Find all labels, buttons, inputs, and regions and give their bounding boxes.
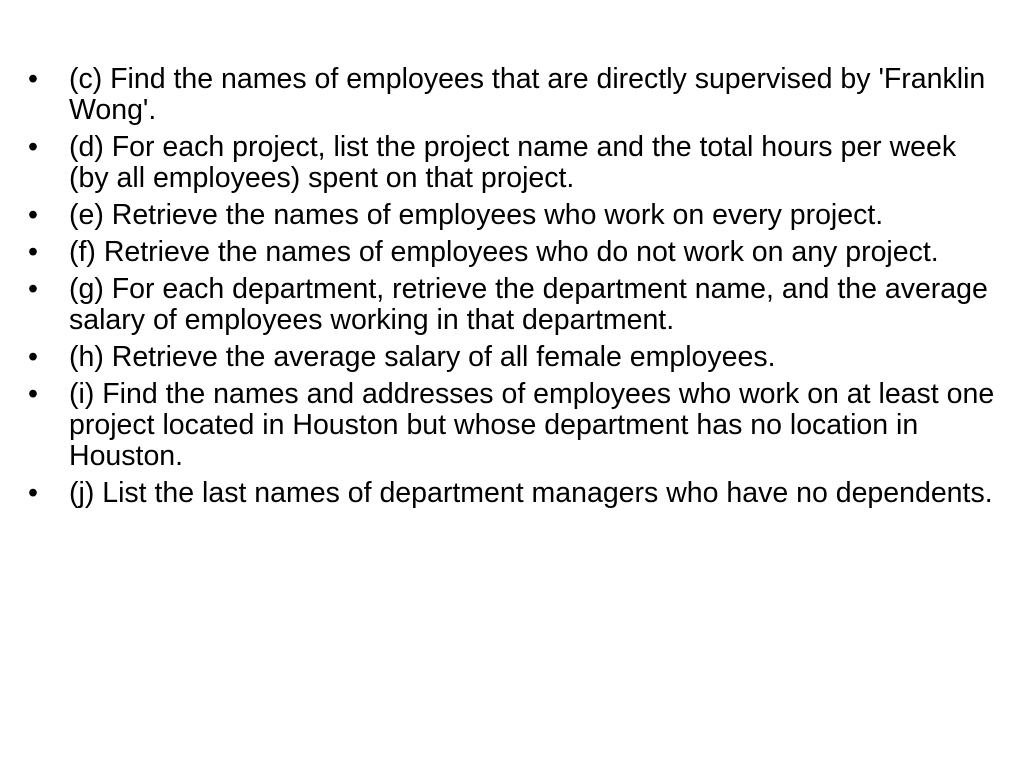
bullet-item-f xyxy=(28,237,998,268)
bullet-dot-icon: • xyxy=(28,199,38,231)
bullet-text: (h) Retrieve the average salary of all female employees. xyxy=(69,341,776,373)
bullet-text: (g) For each department, retrieve the department name, and the average salary of employees working in that department. xyxy=(69,273,988,336)
bullet-item-c xyxy=(28,64,998,126)
bullet-text: (e) Retrieve the names of employees who work on every project. xyxy=(69,199,884,231)
bullet-text: (d) For each project, list the project name and the total hours per week (by all employees) spent on that project. xyxy=(69,131,957,194)
bullet-dot-icon: • xyxy=(28,378,38,410)
bullet-dot-icon: • xyxy=(28,236,38,268)
bullet-item-d xyxy=(28,132,998,194)
bullet-text: (c) Find the names of employees that are directly supervised by 'Franklin Wong'. xyxy=(69,63,986,126)
bullet-dot-icon: • xyxy=(28,131,38,163)
bullet-item-j xyxy=(28,478,998,509)
bullet-dot-icon: • xyxy=(28,477,38,509)
bullet-item-h xyxy=(28,342,998,373)
bullet-dot-icon: • xyxy=(28,273,38,305)
bullet-dot-icon: • xyxy=(28,63,38,95)
bullet-item-e xyxy=(28,200,998,231)
bullet-text: (j) List the last names of department managers who have no dependents. xyxy=(69,477,993,509)
bullet-list xyxy=(28,64,998,515)
bullet-text: (f) Retrieve the names of employees who do not work on any project. xyxy=(69,236,939,268)
bullet-text: (i) Find the names and addresses of employees who work on at least one project located in Houston but whose department has no location in Houston. xyxy=(69,378,995,472)
bullet-dot-icon: • xyxy=(28,341,38,373)
bullet-item-g xyxy=(28,274,998,336)
bullet-item-i xyxy=(28,379,998,472)
